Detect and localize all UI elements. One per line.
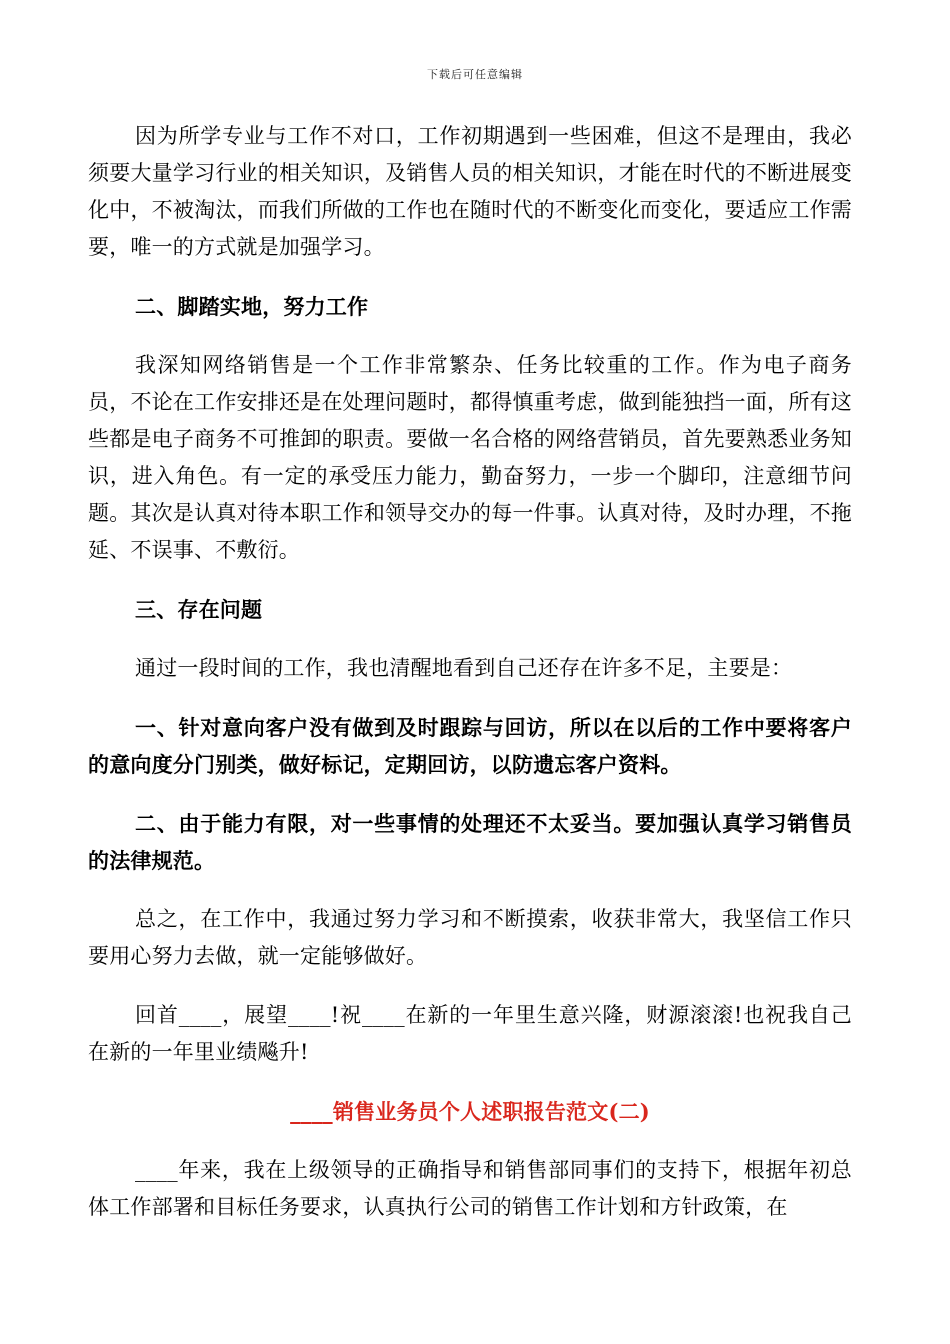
section-heading-3: 三、存在问题 (135, 597, 263, 622)
paragraph-wishes: 回首____，展望____!祝____在新的一年里生意兴隆，财源滚滚!也祝我自己在新的一年里业绩飚升! (88, 1003, 852, 1064)
paragraph-study: 因为所学专业与工作不对口，工作初期遇到一些困难，但这不是理由，我必须要大量学习行业的相关知识，及销售人员的相关知识，才能在时代的不断进展变化中，不被淘汰，而我们所做的工作也在随时代的不断变化而变化，要适应工作需要，唯一的方式就是加强学习。 (88, 124, 852, 259)
paragraph-work: 我深知网络销售是一个工作非常繁杂、任务比较重的工作。作为电子商务员，不论在工作安排还是在处理问题时，都得慎重考虑，做到能独挡一面，所有这些都是电子商务不可推卸的职责。要做一名合格的网络营销员，首先要熟悉业务知识，进入角色。有一定的承受压力能力，勤奋努力，一步一个脚印，注意细节问题。其次是认真对待本职工作和领导交办的每一件事。认真对待，及时办理，不拖延、不误事、不敷衍。 (88, 353, 852, 562)
paragraph-problems-intro: 通过一段时间的工作，我也清醒地看到自己还存在许多不足，主要是： (135, 656, 793, 680)
problem-item-2: 二、由于能力有限，对一些事情的处理还不太妥当。要加强认真学习销售员的法律规范。 (88, 811, 852, 873)
problem-item-1: 一、针对意向客户没有做到及时跟踪与回访，所以在以后的工作中要将客户的意向度分门别类，做好标记，定期回访，以防遗忘客户资料。 (88, 715, 852, 777)
paragraph-summary: 总之，在工作中，我通过努力学习和不断摸索，收获非常大，我坚信工作只要用心努力去做，就一定能够做好。 (88, 907, 852, 968)
section-heading-2: 二、脚踏实地，努力工作 (135, 294, 369, 319)
report-title: ____销售业务员个人述职报告范文(二) (290, 1099, 650, 1124)
page-header: 下载后可任意编辑 (427, 68, 523, 81)
paragraph-report-intro: ____年来，我在上级领导的正确指导和销售部同事们的支持下，根据年初总体工作部署和目标任务要求，认真执行公司的销售工作计划和方针政策，在 (88, 1158, 852, 1219)
document-body (88, 118, 852, 1248)
